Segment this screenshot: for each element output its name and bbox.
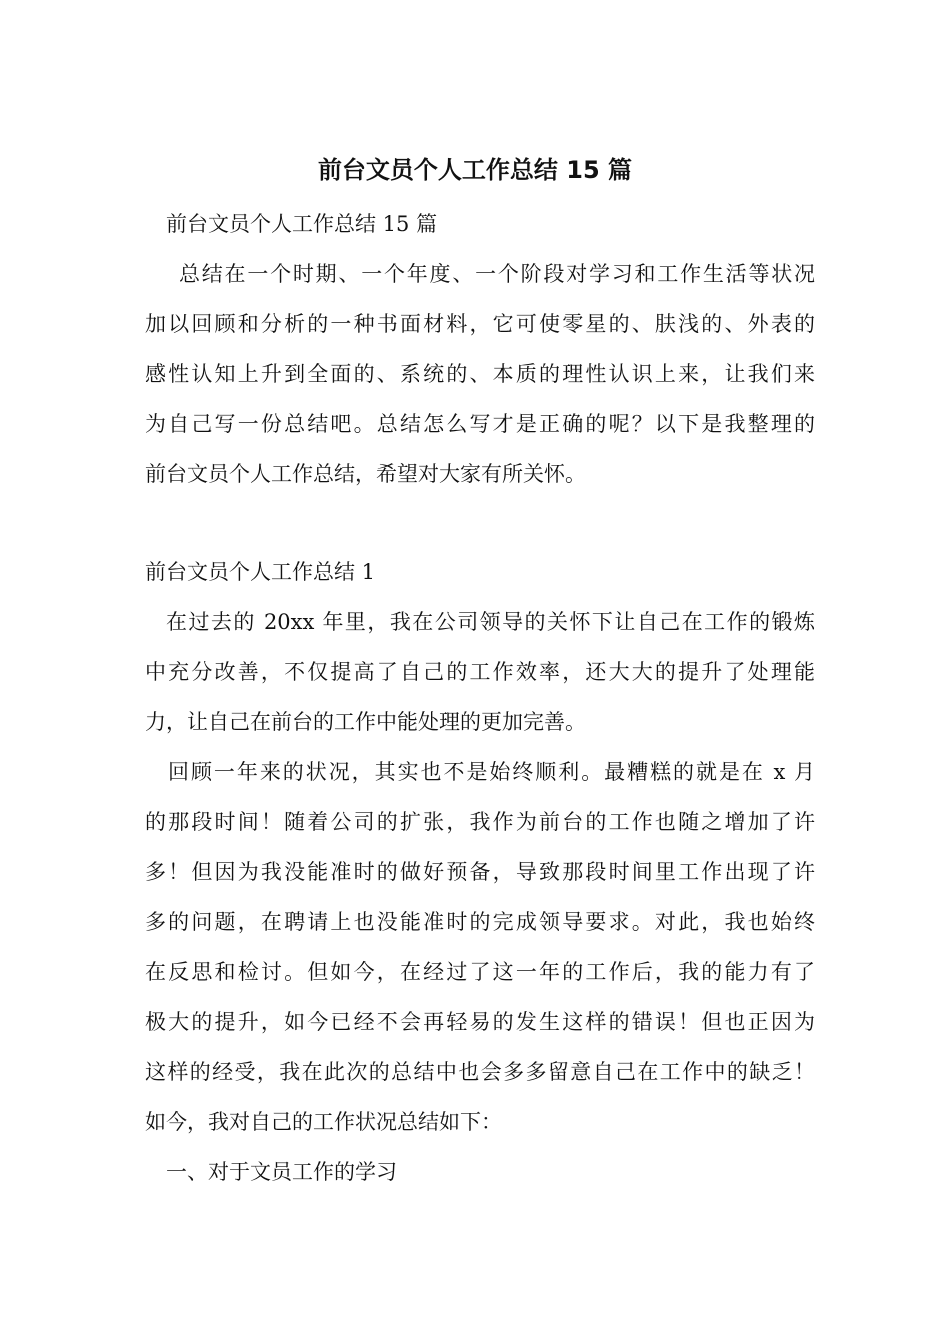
paragraph-line: 回顾一年来的状况，其实也不是始终顺利。最糟糕的就是在 x 月 [168, 760, 815, 784]
paragraph-line: 力，让自己在前台的工作中能处理的更加完善。 [145, 710, 586, 734]
intro-line: 前台文员个人工作总结，希望对大家有所关怀。 [145, 462, 586, 486]
subheading: 一、对于文员工作的学习 [166, 1160, 397, 1184]
paragraph-line: 如今，我对自己的工作状况总结如下： [145, 1110, 502, 1134]
intro-line: 总结在一个时期、一个年度、一个阶段对学习和工作生活等状况 [179, 262, 815, 286]
intro-line: 加以回顾和分析的一种书面材料，它可使零星的、肤浅的、外表的 [145, 312, 815, 336]
paragraph-line: 在反思和检讨。但如今，在经过了这一年的工作后，我的能力有了 [145, 960, 815, 984]
intro-line: 感性认知上升到全面的、系统的、本质的理性认识上来，让我们来 [145, 362, 815, 386]
paragraph-line: 的那段时间！随着公司的扩张，我作为前台的工作也随之增加了许 [145, 810, 815, 834]
paragraph-line: 这样的经受，我在此次的总结中也会多多留意自己在工作中的缺乏！ [145, 1060, 815, 1084]
document-subtitle: 前台文员个人工作总结 15 篇 [166, 212, 438, 236]
paragraph-line: 中充分改善，不仅提高了自己的工作效率，还大大的提升了处理能 [145, 660, 815, 684]
paragraph-line: 在过去的 20xx 年里，我在公司领导的关怀下让自己在工作的锻炼 [166, 610, 815, 634]
section-heading: 前台文员个人工作总结 1 [145, 560, 376, 584]
document-title: 前台文员个人工作总结 15 篇 [317, 156, 633, 184]
paragraph-line: 多的问题，在聘请上也没能准时的完成领导要求。对此，我也始终 [145, 910, 815, 934]
intro-line: 为自己写一份总结吧。总结怎么写才是正确的呢？以下是我整理的 [145, 412, 815, 436]
paragraph-line: 多！但因为我没能准时的做好预备，导致那段时间里工作出现了许 [145, 860, 815, 884]
paragraph-line: 极大的提升，如今已经不会再轻易的发生这样的错误！但也正因为 [145, 1010, 815, 1034]
